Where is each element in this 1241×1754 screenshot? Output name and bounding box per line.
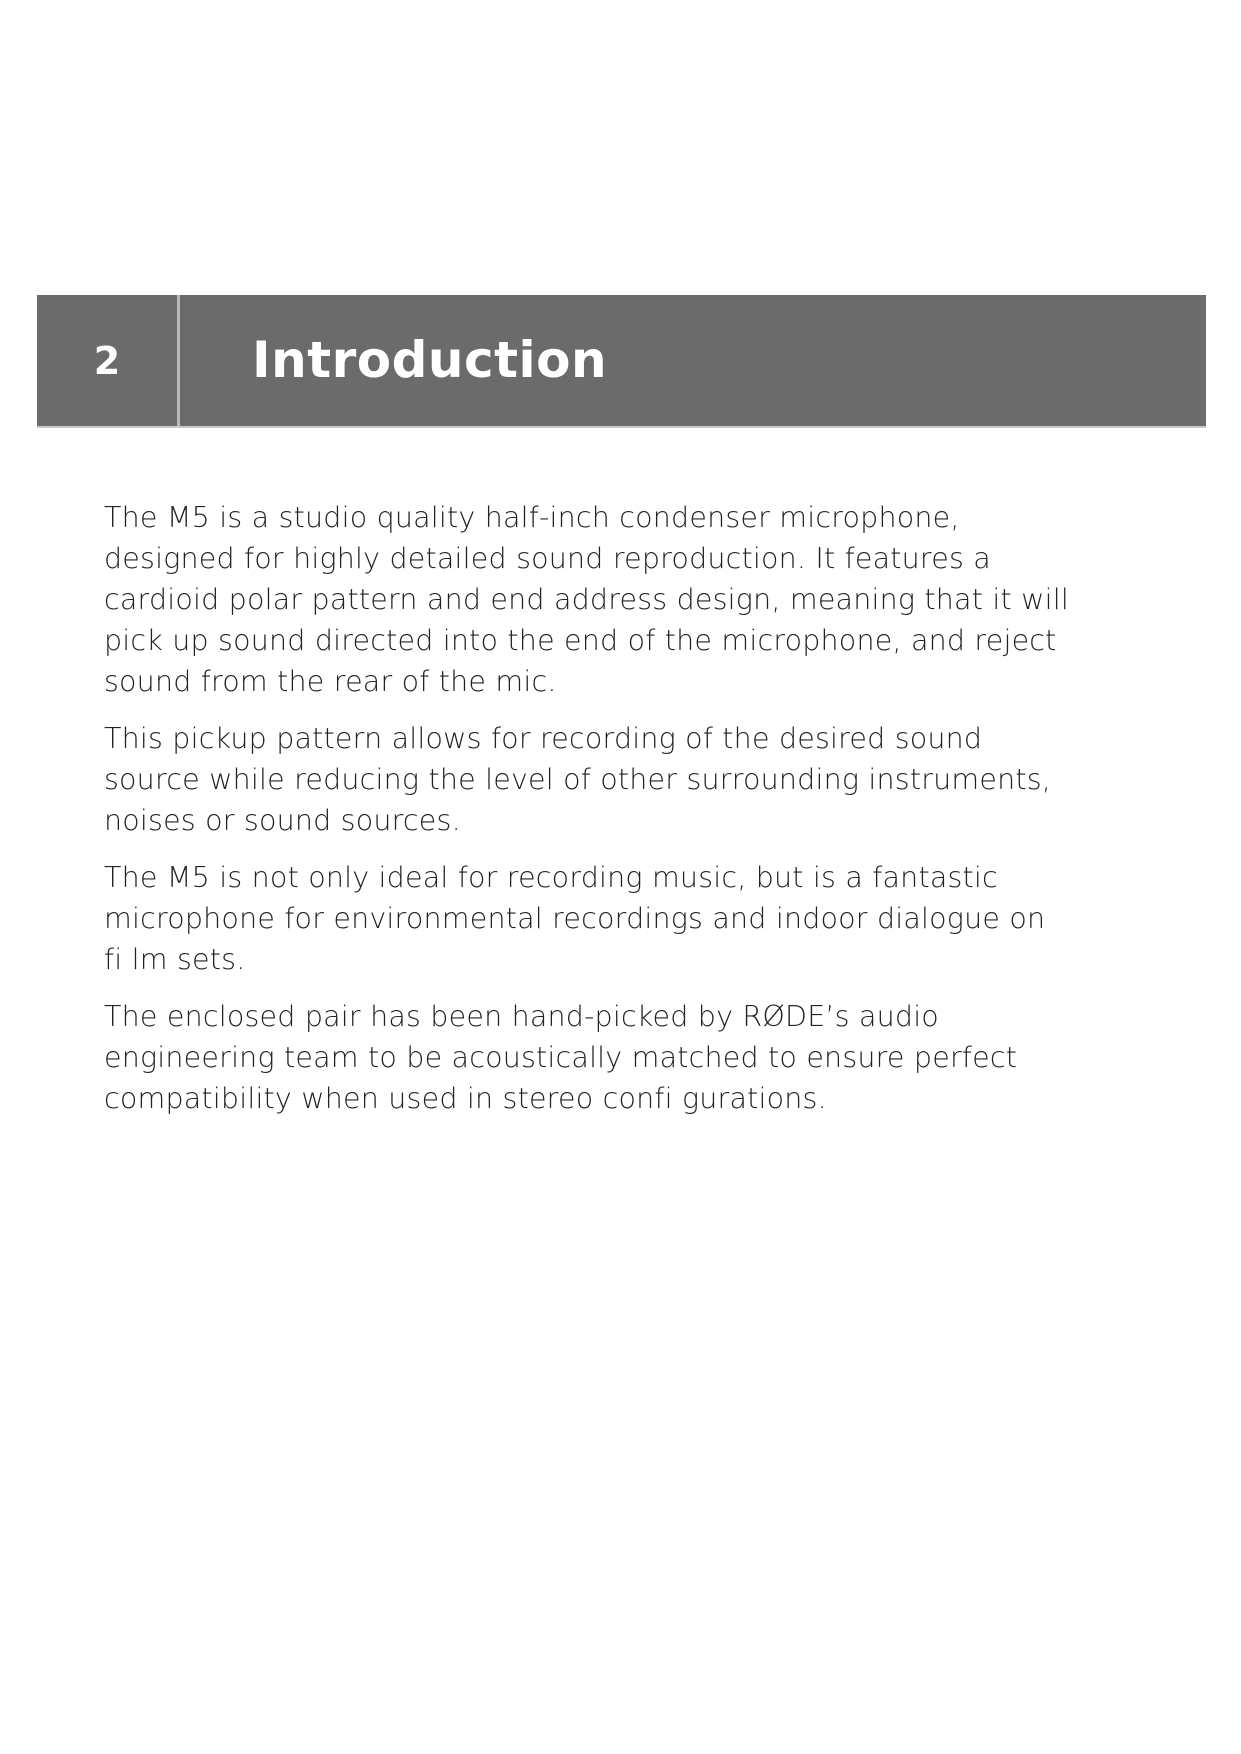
section-number: 2 [93, 338, 121, 383]
section-title: Introduction [252, 331, 608, 389]
text-line: cardioid polar pattern and end address design, meaning that it will [104, 583, 1069, 616]
text-line: pick up sound directed into the end of the microphone, and reject [104, 624, 1057, 657]
text-line: sound from the rear of the mic. [104, 665, 557, 698]
text-line: The M5 is a studio quality half-inch condenser microphone, [104, 501, 960, 534]
text-line: The M5 is not only ideal for recording music, but is a fantastic [104, 861, 998, 894]
paragraph-pickup-pattern [104, 718, 1084, 841]
paragraph-intro [104, 497, 1084, 702]
text-line: designed for highly detailed sound reproduction. It features a [104, 542, 991, 575]
text-line: microphone for environmental recordings and indoor dialogue on [104, 902, 1046, 935]
text-line: This pickup pattern allows for recording of the desired sound [104, 722, 983, 755]
text-line: compatibility when used in stereo confi gurations. [104, 1082, 827, 1115]
text-line: noises or sound sources. [104, 804, 461, 837]
paragraph-applications [104, 857, 1084, 980]
text-line: The enclosed pair has been hand-picked by RØDE’s audio [104, 1000, 939, 1033]
header-divider [177, 295, 180, 426]
section-header [37, 295, 1206, 428]
intro-body [104, 497, 1084, 1119]
text-line: engineering team to be acoustically matched to ensure perfect [104, 1041, 1018, 1074]
text-line: source while reducing the level of other surrounding instruments, [104, 763, 1052, 796]
text-line: fi lm sets. [104, 943, 246, 976]
paragraph-matched-pair [104, 996, 1084, 1119]
